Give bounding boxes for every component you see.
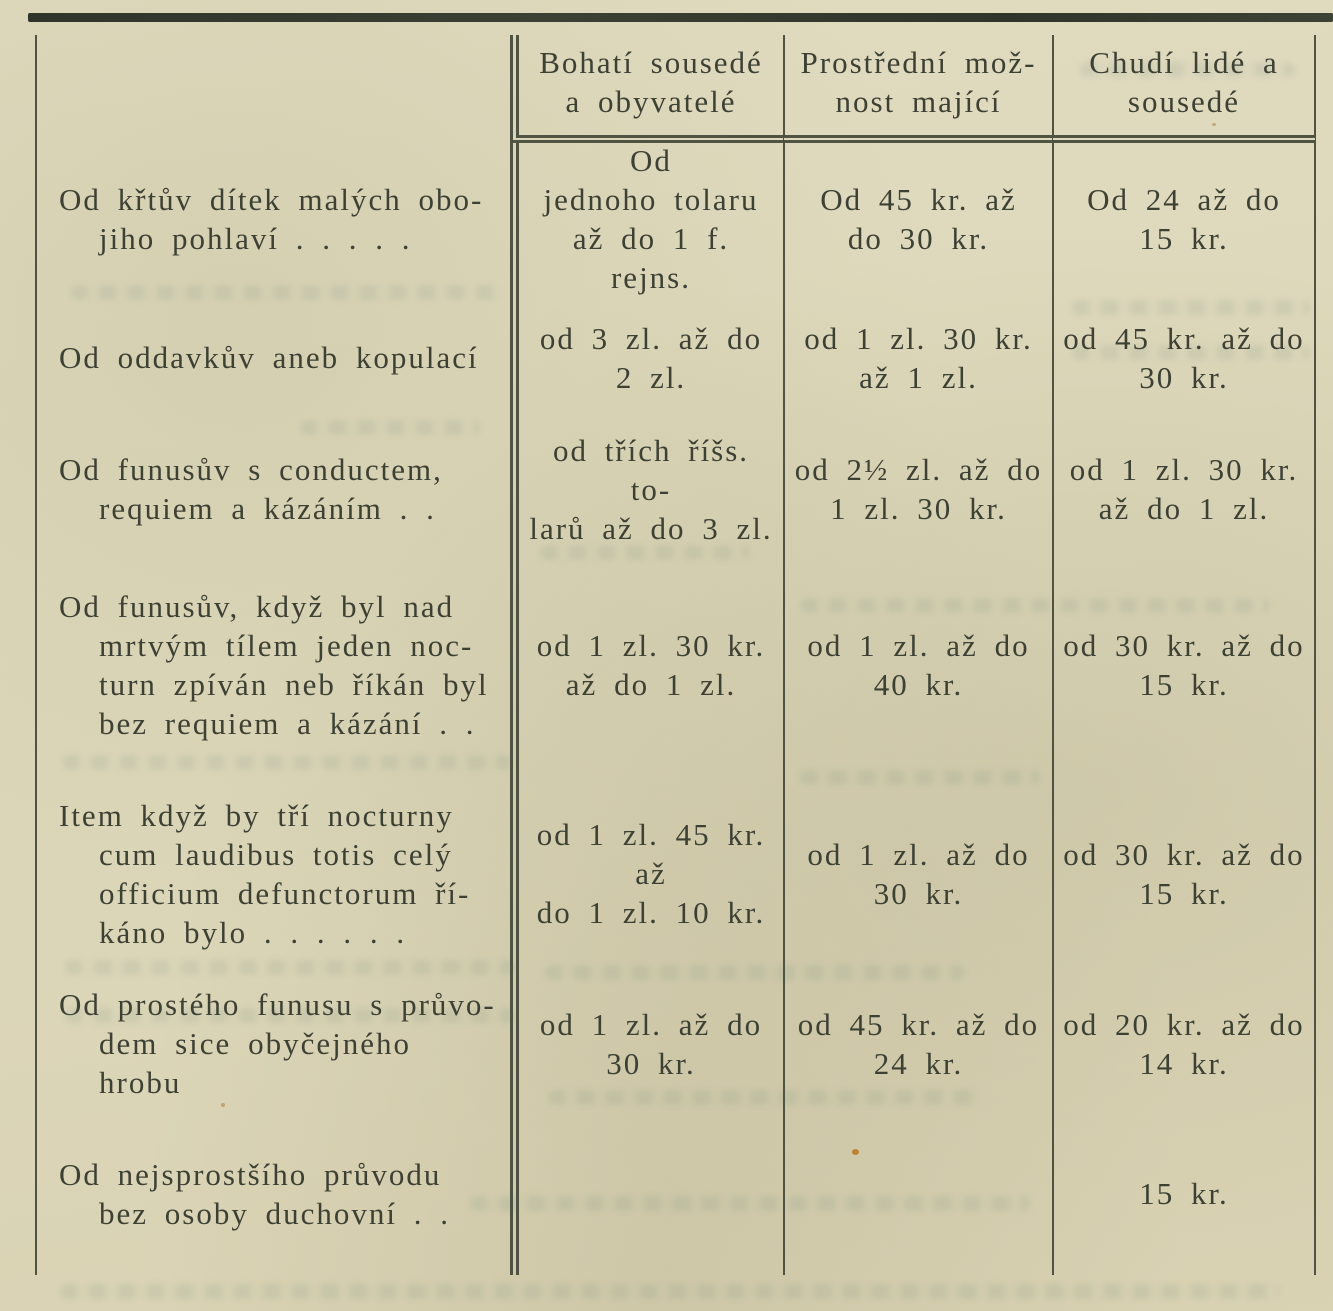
text-line: od 45 kr. až do xyxy=(1063,320,1305,356)
text-line: sousedé xyxy=(1127,84,1241,119)
row-label-plain-procession xyxy=(35,1112,510,1275)
fee-cell xyxy=(1052,1112,1316,1275)
text-line: 15 kr. xyxy=(1139,221,1229,256)
text-line: 15 kr. xyxy=(1139,875,1229,911)
row-label-baptism xyxy=(35,143,510,295)
text-line: až do 1 zl. xyxy=(1098,491,1270,526)
fee-cell xyxy=(783,772,1052,975)
text-line: Od oddavkův aneb kopulací xyxy=(59,340,479,375)
text-line: od 3 zl. až do xyxy=(539,320,763,356)
header-cell-empty xyxy=(35,35,510,143)
text-line: jednoho tolaru xyxy=(543,182,759,217)
text-line: 2 zl. xyxy=(615,359,687,395)
fee-cell xyxy=(783,295,1052,420)
fee-cell xyxy=(1052,420,1316,558)
text-line: bez osoby duchovní . . xyxy=(99,1195,450,1231)
row-label-funeral-conduct xyxy=(35,420,510,558)
fee-cell xyxy=(510,1112,783,1275)
header-cell-middle xyxy=(783,35,1052,143)
text-line: 15 kr. xyxy=(1139,667,1229,702)
text-line: 40 kr. xyxy=(873,667,964,702)
fee-cell xyxy=(783,558,1052,772)
text-line: nost mající xyxy=(835,84,1002,119)
fee-cell xyxy=(783,420,1052,558)
text-line: Od funusův s conductem, xyxy=(59,452,443,487)
text-line: a obyvatelé xyxy=(565,84,737,119)
text-line: od 45 kr. až do xyxy=(797,1006,1040,1042)
text-line: 30 kr. xyxy=(606,1045,696,1081)
fee-cell xyxy=(1052,295,1316,420)
text-line: od 1 zl. až do xyxy=(807,628,1030,663)
text-line: 30 kr. xyxy=(873,875,964,911)
fee-cell xyxy=(510,295,783,420)
text-line: od 1 zl. 30 kr. xyxy=(536,628,766,663)
text-line: 24 kr. xyxy=(873,1045,964,1081)
row-label-three-nocturns xyxy=(35,772,510,975)
fee-cell xyxy=(1052,558,1316,772)
text-line: káno bylo . . . . . . xyxy=(99,914,407,950)
text-line: Od nejsprostšího průvodu xyxy=(59,1156,442,1192)
text-line: až xyxy=(635,856,667,891)
text-line: Od prostého funusu s průvo- xyxy=(59,987,496,1022)
text-line: Item když by tří nocturny xyxy=(59,797,454,833)
text-line: od 1 zl. 30 kr. xyxy=(804,320,1033,356)
text-line: Od funusův, když byl nad xyxy=(59,589,455,624)
fee-cell xyxy=(783,1112,1052,1275)
text-line: Od 45 kr. až xyxy=(820,182,1017,217)
text-line: 1 zl. 30 kr. xyxy=(830,491,1007,526)
text-line: až do 1 f. rejns. xyxy=(572,221,730,295)
text-line: od 2½ zl. až do xyxy=(794,452,1043,487)
text-line: larů až do 3 zl. xyxy=(529,510,773,546)
row-label-wedding xyxy=(35,295,510,420)
fee-tariff-table xyxy=(35,35,1316,1275)
fee-cell xyxy=(783,143,1052,295)
text-line: od 30 kr. až do xyxy=(1063,628,1305,663)
text-line: do 1 zl. 10 kr. xyxy=(536,895,766,930)
text-line: od třích říšs. to- xyxy=(552,432,750,507)
header-cell-poor xyxy=(1052,35,1316,143)
text-line: dem sice obyčejného hrobu xyxy=(99,1026,411,1100)
fee-cell xyxy=(1052,975,1316,1112)
text-line: Od 24 až do xyxy=(1087,182,1281,217)
text-line: mrtvým tílem jeden noc- xyxy=(99,628,474,663)
text-line: Od křtův dítek malých obo- xyxy=(59,182,484,217)
text-line: od 1 zl. 45 kr. xyxy=(536,817,766,852)
fee-cell xyxy=(510,420,783,558)
fee-cell xyxy=(1052,772,1316,975)
text-line: officium defunctorum ří- xyxy=(99,875,471,911)
fee-cell xyxy=(510,558,783,772)
fee-cell xyxy=(510,975,783,1112)
text-line: od 20 kr. až do xyxy=(1063,1006,1305,1042)
text-line: od 1 zl. až do xyxy=(539,1006,763,1042)
header-cell-rich xyxy=(510,35,783,143)
text-line: až 1 zl. xyxy=(859,359,978,395)
fee-cell xyxy=(1052,143,1316,295)
text-line: od 1 zl. 30 kr. xyxy=(1069,452,1299,487)
bleed-through-smudge xyxy=(60,1284,1280,1299)
text-line: Od xyxy=(630,143,672,178)
text-line: turn zpíván neb říkán byl xyxy=(99,667,489,702)
text-line: cum laudibus totis celý xyxy=(99,836,453,872)
text-line: až do 1 zl. xyxy=(565,667,737,702)
text-line: Prostřední mož- xyxy=(800,45,1037,80)
top-horizontal-rule xyxy=(28,13,1333,22)
text-line: 15 kr. xyxy=(1139,1176,1229,1211)
text-line: Bohatí sousedé xyxy=(539,45,763,80)
text-line: do 30 kr. xyxy=(847,221,990,256)
fee-cell xyxy=(510,143,783,295)
fee-cell xyxy=(783,975,1052,1112)
row-label-funeral-nocturn xyxy=(35,558,510,772)
fee-cell xyxy=(510,772,783,975)
text-line: bez requiem a kázání . . xyxy=(99,706,476,741)
row-label-simple-funeral xyxy=(35,975,510,1112)
text-line: 14 kr. xyxy=(1139,1045,1229,1081)
text-line: 30 kr. xyxy=(1139,359,1229,395)
text-line: jiho pohlaví . . . . . xyxy=(99,221,412,256)
text-line: requiem a kázáním . . xyxy=(99,491,436,526)
text-line: od 1 zl. až do xyxy=(807,836,1030,872)
text-line: od 30 kr. až do xyxy=(1063,836,1305,872)
text-line: Chudí lidé a xyxy=(1089,45,1279,80)
